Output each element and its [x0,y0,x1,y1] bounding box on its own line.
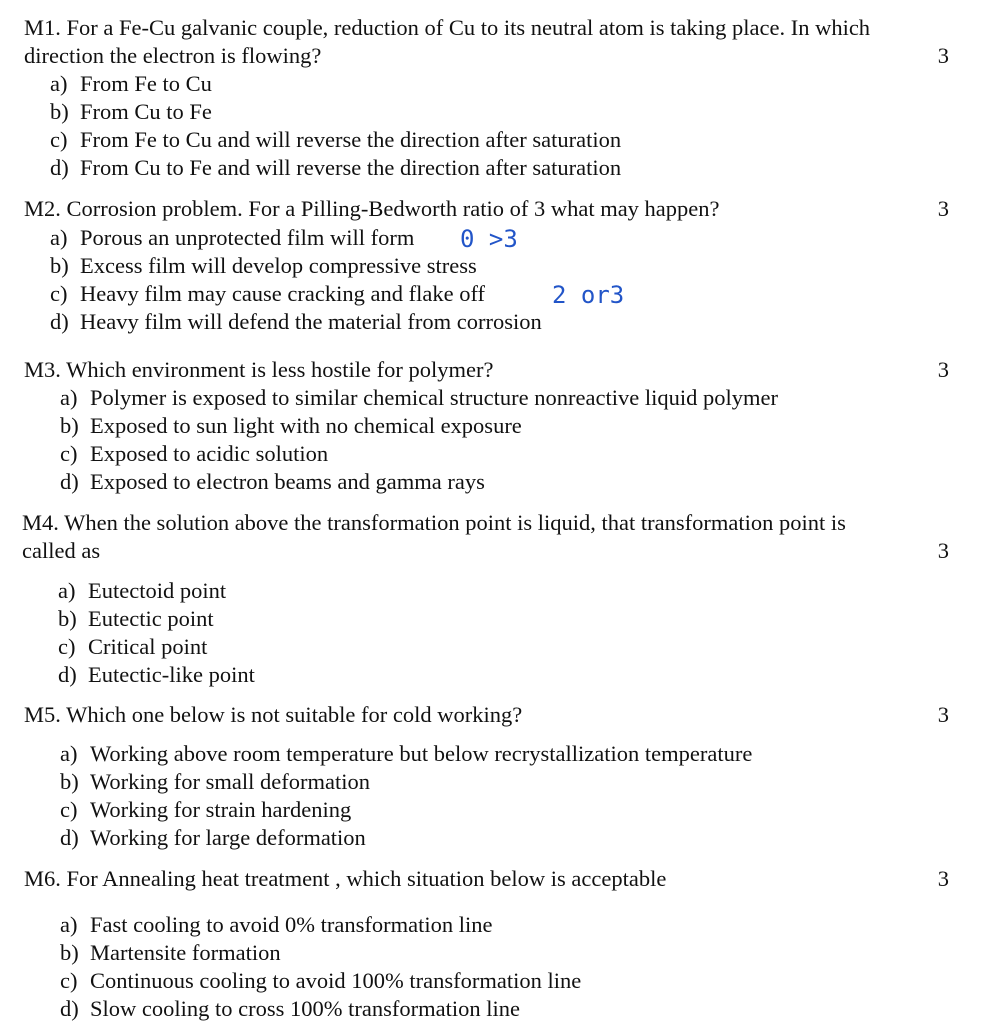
question-m4-stem-line-1: M4. When the solution above the transformation point is liquid, that transformation point is [22,510,846,535]
question-m4-stem-line-2: called as [22,538,101,563]
option-text: From Fe to Cu [80,71,212,96]
question-m4-option-c [58,633,207,661]
question-m6-option-a [60,911,492,939]
option-text: Fast cooling to avoid 0% transformation line [90,912,493,937]
question-m3-option-c [60,440,328,468]
option-text: From Fe to Cu and will reverse the direction after saturation [80,127,622,152]
option-letter: b) [60,769,79,794]
question-m2-option-a [50,224,414,252]
option-text: Heavy film will defend the material from corrosion [80,309,542,334]
handwritten-note-2: 2 or3 [552,281,625,309]
question-m3-stem: M3. Which environment is less hostile for polymer? [24,357,494,382]
question-m4-option-a [58,577,226,605]
option-text: From Cu to Fe and will reverse the direction after saturation [80,155,622,180]
option-letter: a) [50,225,68,250]
option-letter: b) [60,413,79,438]
option-letter: a) [60,385,78,410]
option-text: Eutectic point [88,606,214,631]
question-m5-option-b [60,768,370,796]
question-m1-option-c [50,126,621,154]
option-text: Working for small deformation [90,769,370,794]
question-m2-marks: 3 [937,196,949,221]
option-letter: b) [58,606,77,631]
question-m1-option-d [50,154,621,182]
option-text: Polymer is exposed to similar chemical structure nonreactive liquid polymer [90,385,778,410]
option-text: Exposed to sun light with no chemical exposure [90,413,522,438]
option-text: Continuous cooling to avoid 100% transformation line [90,968,582,993]
question-m5-option-a [60,740,752,768]
question-m3-option-a [60,384,778,412]
option-text: Excess film will develop compressive stress [80,253,477,278]
question-m5-marks: 3 [937,702,949,727]
question-m2-option-c [50,280,485,308]
question-m1-option-a [50,70,212,98]
question-m6-option-d [60,995,520,1023]
handwritten-note-1: 0 >3 [460,225,518,253]
question-m6-marks: 3 [937,866,949,891]
question-m1-stem-line-1: M1. For a Fe-Cu galvanic couple, reduction of Cu to its neutral atom is taking place. In which [24,15,871,40]
question-m4-option-b [58,605,214,633]
question-m5-option-d [60,824,366,852]
question-m4-option-d [58,661,255,689]
option-text: Porous an unprotected film will form [80,225,415,250]
option-letter: c) [50,127,68,152]
option-letter: d) [60,996,79,1021]
option-letter: c) [50,281,68,306]
question-m3-option-d [60,468,485,496]
option-text: Martensite formation [90,940,281,965]
question-m6-stem: M6. For Annealing heat treatment , which situation below is acceptable [24,866,667,891]
question-m3-marks: 3 [937,357,949,382]
option-letter: b) [60,940,79,965]
option-text: Heavy film may cause cracking and flake off [80,281,486,306]
option-letter: a) [60,741,78,766]
option-letter: a) [60,912,78,937]
question-m3-option-b [60,412,522,440]
option-text: Exposed to electron beams and gamma rays [90,469,485,494]
option-text: Eutectic-like point [88,662,255,687]
question-m6-option-c [60,967,581,995]
option-text: Working above room temperature but below recrystallization temperature [90,741,753,766]
option-text: Critical point [88,634,208,659]
option-letter: d) [58,662,77,687]
question-m1-stem-line-2: direction the electron is flowing? [24,43,322,68]
option-letter: d) [50,309,69,334]
option-text: Working for large deformation [90,825,366,850]
question-m2-option-b [50,252,477,280]
question-m4-marks: 3 [937,538,949,563]
option-text: Slow cooling to cross 100% transformation line [90,996,520,1021]
option-letter: d) [60,469,79,494]
option-letter: b) [50,253,69,278]
option-text: Eutectoid point [88,578,227,603]
option-letter: b) [50,99,69,124]
question-m6-option-b [60,939,281,967]
question-m1-marks: 3 [937,43,949,68]
question-m1-option-b [50,98,212,126]
option-text: Exposed to acidic solution [90,441,329,466]
option-text: Working for strain hardening [90,797,352,822]
question-m2-stem: M2. Corrosion problem. For a Pilling-Bedworth ratio of 3 what may happen? [24,196,720,221]
option-letter: d) [60,825,79,850]
option-letter: a) [50,71,68,96]
option-text: From Cu to Fe [80,99,212,124]
option-letter: a) [58,578,76,603]
option-letter: c) [58,634,76,659]
option-letter: c) [60,441,78,466]
question-m2-option-d [50,308,542,336]
question-m5-option-c [60,796,351,824]
question-m5-stem: M5. Which one below is not suitable for cold working? [24,702,523,727]
option-letter: d) [50,155,69,180]
option-letter: c) [60,797,78,822]
option-letter: c) [60,968,78,993]
